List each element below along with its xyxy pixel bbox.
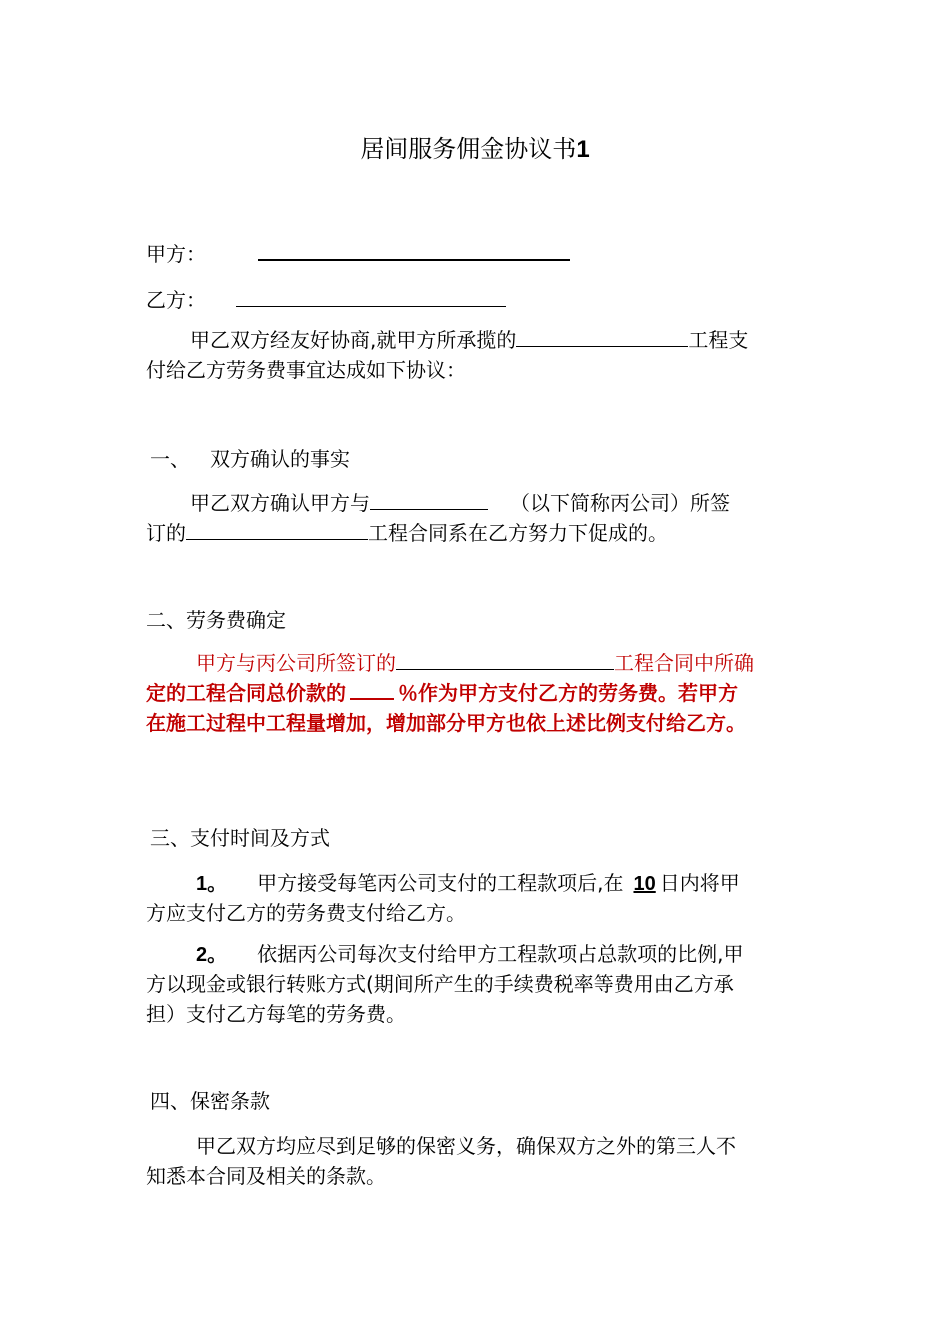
- party-b-blank: [236, 288, 506, 307]
- section-4-title: 四、保密条款: [150, 1089, 270, 1113]
- item-2-text-b: 方以现金或银行转账方式(期间所产生的手续费税率等费用由乙方承: [146, 972, 734, 996]
- third-party-blank: [370, 491, 488, 510]
- item-2-text-a: 依据丙公司每次支付给甲方工程款项占总款项的比例,甲: [257, 942, 744, 966]
- project-blank: [516, 328, 688, 347]
- section-3-item-1-line-1: [196, 870, 740, 897]
- party-b-line: [146, 287, 506, 313]
- section-3-title: 三、支付时间及方式: [150, 826, 330, 850]
- intro-text-2: 付给乙方劳务费事宜达成如下协议：: [146, 358, 466, 382]
- party-a-label: 甲方：: [146, 242, 206, 266]
- party-b-label: 乙方：: [146, 288, 206, 312]
- item-1-text-a: 甲方接受每笔丙公司支付的工程款项后,在: [257, 871, 624, 895]
- percentage-blank: [350, 680, 394, 700]
- item-1-text-c: 方应支付乙方的劳务费支付给乙方。: [146, 901, 466, 925]
- section-1-line-1: [190, 490, 730, 516]
- intro-text-b: 工程支: [688, 328, 749, 352]
- section-3-item-1-line-2: [146, 900, 466, 926]
- section-4-text-a: 甲乙双方均应尽到足够的保密义务，确保双方之外的第三人不: [196, 1134, 736, 1158]
- contract-name-blank: [396, 651, 614, 670]
- section-1-line-2: [146, 520, 668, 546]
- section-1-title: 双方确认的事实: [210, 447, 350, 471]
- section-2-title: 二、劳务费确定: [146, 608, 286, 632]
- section-2-line-3: [146, 710, 746, 736]
- section-2-text-a: 甲方与丙公司所签订的: [196, 651, 396, 675]
- party-a-line: [146, 241, 570, 267]
- intro-text-a: 甲乙双方经友好协商,就甲方所承揽的: [190, 328, 517, 352]
- section-4-line-2: [146, 1163, 386, 1189]
- intro-line-2: [146, 357, 466, 383]
- contract-blank: [186, 521, 368, 540]
- section-1-text-c: 订的: [146, 521, 186, 545]
- payment-days-value: 10: [633, 873, 656, 895]
- item-2-text-c: 担）支付乙方每笔的劳务费。: [146, 1002, 406, 1026]
- section-1-heading: [150, 446, 350, 472]
- party-a-blank: [258, 241, 570, 261]
- section-3-item-2-line-1: [196, 941, 743, 968]
- section-3-item-2-line-2: [146, 971, 734, 997]
- section-1-text-a: 甲乙双方确认甲方与: [190, 491, 370, 515]
- section-1-text-d: 工程合同系在乙方努力下促成的。: [368, 521, 668, 545]
- section-3-heading: [150, 825, 330, 851]
- section-2-text-c: 定的工程合同总价款的: [146, 681, 346, 705]
- section-2-heading: [146, 607, 286, 633]
- item-1-text-b: 日内将甲: [659, 871, 740, 895]
- section-1-text-b: （以下简称丙公司）所签: [510, 491, 730, 515]
- title-number: 1: [576, 136, 590, 163]
- intro-line-1: [190, 327, 748, 353]
- section-2-text-d: ％作为甲方支付乙方的劳务费。若甲方: [398, 681, 738, 705]
- item-2-number: 2。: [196, 944, 228, 966]
- section-2-line-1: [196, 650, 754, 676]
- section-4-heading: [150, 1088, 270, 1114]
- section-2-text-b: 工程合同中所确: [614, 651, 754, 675]
- section-3-item-2-line-3: [146, 1001, 406, 1027]
- title-text: 居间服务佣金协议书: [360, 135, 577, 163]
- section-1-number: 一、: [150, 447, 190, 471]
- section-2-text-e: 在施工过程中工程量增加，增加部分甲方也依上述比例支付给乙方。: [146, 711, 746, 735]
- section-4-text-b: 知悉本合同及相关的条款。: [146, 1164, 386, 1188]
- item-1-number: 1。: [196, 873, 228, 895]
- section-2-line-2: [146, 680, 738, 706]
- document-title: [0, 133, 950, 166]
- section-4-line-1: [196, 1133, 736, 1159]
